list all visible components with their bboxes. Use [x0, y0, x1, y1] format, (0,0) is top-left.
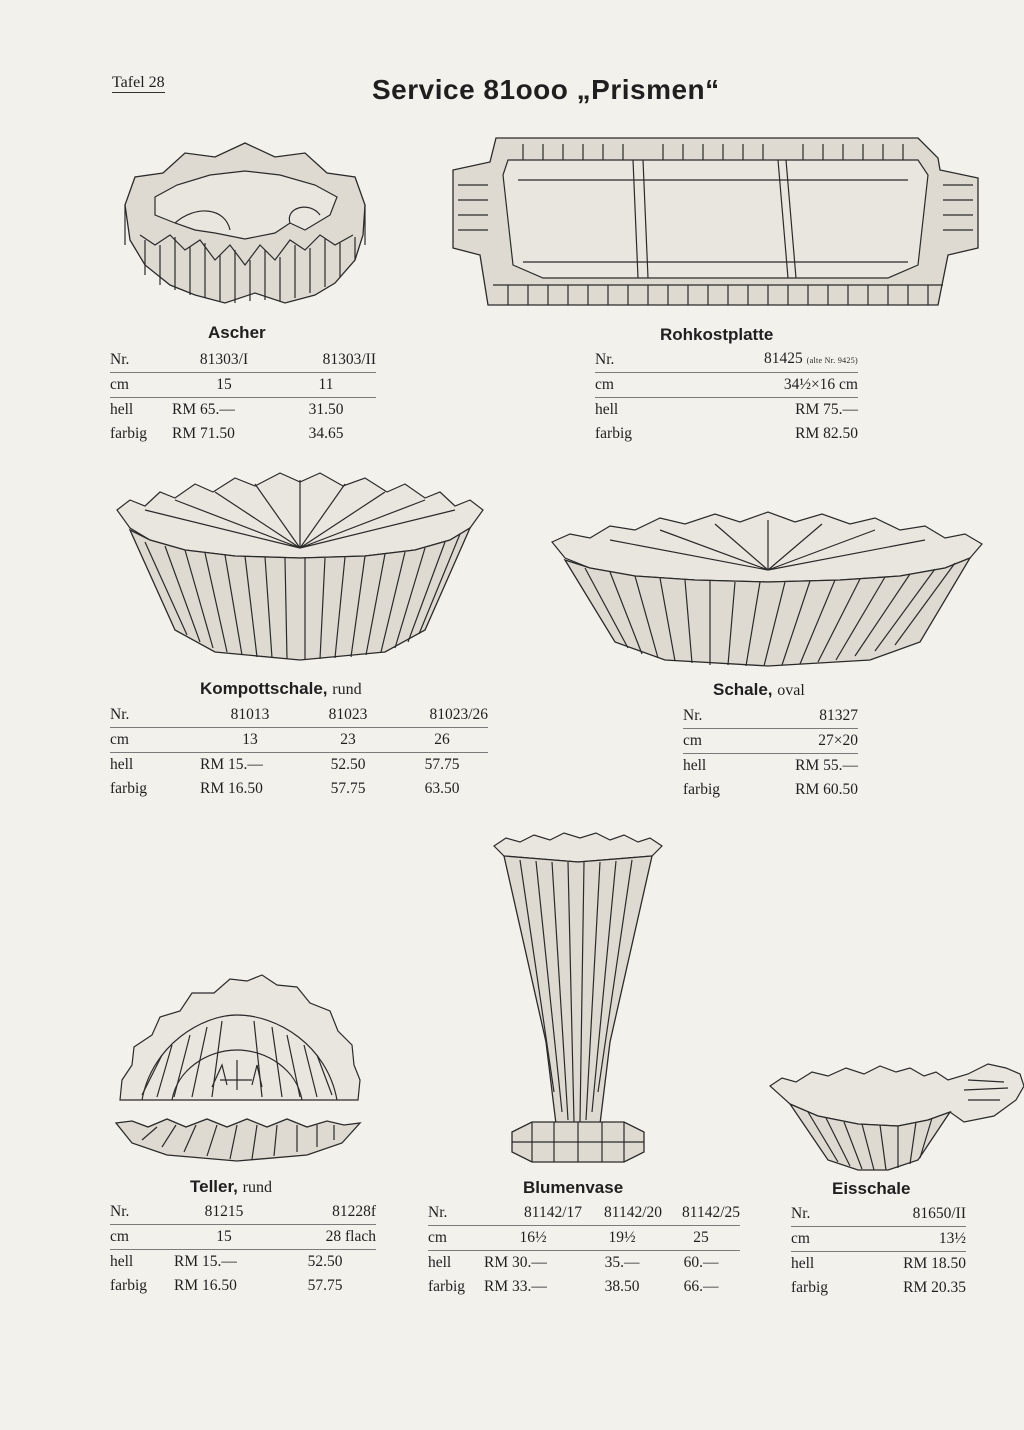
- row-label: cm: [428, 1226, 484, 1251]
- price-value: 52.50: [307, 1253, 343, 1270]
- article-number: 81650/II: [871, 1202, 966, 1227]
- table-row: [110, 753, 488, 778]
- blumenvase-price-table: [428, 1201, 740, 1299]
- table-row: [683, 704, 858, 729]
- teller-price-table: [110, 1200, 376, 1298]
- row-label: cm: [110, 1225, 174, 1250]
- eisschale-price-table: [791, 1202, 966, 1300]
- price-value: RM 16.50: [200, 780, 263, 797]
- size-value: 15: [172, 373, 276, 398]
- price-value: RM 55.—: [795, 757, 858, 774]
- article-number: 81327: [763, 704, 858, 729]
- ascher-price-table: [110, 348, 376, 446]
- teller-name: [190, 1177, 272, 1197]
- price-value: RM 18.50: [903, 1255, 966, 1272]
- row-label: farbig: [110, 1277, 148, 1294]
- table-row: [595, 348, 858, 373]
- size-value: 11: [276, 373, 376, 398]
- price-value: RM 60.50: [795, 781, 858, 798]
- page-title: Service 81ooo „Prismen“: [372, 74, 720, 105]
- table-row: [428, 1201, 740, 1226]
- row-label: hell: [110, 401, 134, 418]
- schale-title: Schale,: [713, 680, 773, 699]
- row-label: farbig: [428, 1278, 466, 1295]
- size-value: 34½×16 cm: [685, 373, 858, 398]
- row-label: Nr.: [110, 1200, 174, 1225]
- price-value: RM 71.50: [172, 425, 235, 442]
- table-row: [110, 1200, 376, 1225]
- row-label: Nr.: [595, 348, 685, 373]
- price-value: RM 15.—: [200, 756, 263, 773]
- price-value: RM 33.—: [484, 1278, 547, 1295]
- price-value: RM 65.—: [172, 401, 235, 418]
- price-value: 38.50: [604, 1278, 640, 1295]
- eisschale-name: Eisschale: [832, 1179, 911, 1198]
- row-label: hell: [683, 757, 707, 774]
- row-label: farbig: [595, 425, 633, 442]
- table-row: [110, 703, 488, 728]
- price-value: 57.75: [307, 1277, 343, 1294]
- price-value: RM 15.—: [174, 1253, 237, 1270]
- size-value: 27×20: [763, 729, 858, 754]
- price-value: 66.—: [683, 1278, 719, 1295]
- article-number: 81023: [300, 703, 396, 728]
- table-row: [683, 754, 858, 779]
- table-row: [428, 1275, 740, 1299]
- article-number: 81013: [200, 703, 300, 728]
- size-value: 28 flach: [274, 1225, 376, 1250]
- row-label: Nr.: [110, 703, 200, 728]
- price-value: 60.—: [683, 1254, 719, 1271]
- size-value: 15: [174, 1225, 274, 1250]
- kompottschale-name: [200, 679, 362, 699]
- price-value: 57.75: [424, 756, 460, 773]
- table-row: [428, 1226, 740, 1251]
- size-value: 13: [200, 728, 300, 753]
- rohkostplatte-price-table: [595, 348, 858, 446]
- schale-subtitle: oval: [777, 682, 805, 699]
- plate-number: Tafel 28: [112, 74, 165, 91]
- row-label: Nr.: [683, 704, 763, 729]
- article-number: 81215: [174, 1200, 274, 1225]
- table-row: [791, 1276, 966, 1300]
- size-value: 19½: [582, 1226, 662, 1251]
- price-value: 52.50: [330, 756, 366, 773]
- kompottschale-illustration: [115, 470, 485, 670]
- table-row: [110, 1274, 376, 1298]
- row-label: hell: [595, 401, 619, 418]
- table-row: [791, 1202, 966, 1227]
- row-label: farbig: [110, 425, 148, 442]
- article-number: 81303/I: [172, 348, 276, 373]
- row-label: farbig: [110, 780, 148, 797]
- price-value: RM 20.35: [903, 1279, 966, 1296]
- size-value: 13½: [871, 1227, 966, 1252]
- article-number: 81023/26: [396, 703, 488, 728]
- size-value: 23: [300, 728, 396, 753]
- size-value: 26: [396, 728, 488, 753]
- price-value: 57.75: [330, 780, 366, 797]
- price-value: RM 16.50: [174, 1277, 237, 1294]
- table-row: [110, 348, 376, 373]
- row-label: cm: [791, 1227, 871, 1252]
- article-number: 81142/17: [484, 1201, 582, 1226]
- table-row: [110, 1225, 376, 1250]
- row-label: hell: [110, 756, 134, 773]
- old-number-note: (alte Nr. 9425): [806, 356, 858, 365]
- row-label: cm: [683, 729, 763, 754]
- blumenvase-illustration: [492, 832, 664, 1180]
- kompottschale-title: Kompottschale,: [200, 679, 328, 698]
- teller-illustration: [112, 975, 362, 1170]
- article-number: 81228f: [274, 1200, 376, 1225]
- row-label: Nr.: [428, 1201, 484, 1226]
- schale-oval-illustration: [550, 510, 985, 670]
- row-label: hell: [791, 1255, 815, 1272]
- table-row: [110, 422, 376, 446]
- schale-name: [713, 680, 805, 700]
- row-label: cm: [110, 728, 200, 753]
- row-label: hell: [428, 1254, 452, 1271]
- table-row: [110, 398, 376, 423]
- row-label: Nr.: [110, 348, 172, 373]
- teller-subtitle: rund: [242, 1179, 272, 1196]
- article-number: 81142/25: [662, 1201, 740, 1226]
- article-number: 81425: [764, 350, 803, 367]
- table-row: [110, 728, 488, 753]
- price-value: 31.50: [308, 401, 344, 418]
- table-row: [791, 1252, 966, 1277]
- table-row: [595, 422, 858, 446]
- size-value: 16½: [484, 1226, 582, 1251]
- row-label: cm: [110, 373, 172, 398]
- row-label: cm: [595, 373, 685, 398]
- table-row: [683, 729, 858, 754]
- kompottschale-price-table: [110, 703, 488, 801]
- rohkostplatte-name: Rohkostplatte: [660, 325, 774, 344]
- price-value: 34.65: [308, 425, 344, 442]
- row-label: farbig: [791, 1279, 829, 1296]
- row-label: farbig: [683, 781, 721, 798]
- blumenvase-name: Blumenvase: [523, 1178, 624, 1197]
- table-row: [791, 1227, 966, 1252]
- table-row: [428, 1251, 740, 1276]
- kompottschale-subtitle: rund: [332, 681, 362, 698]
- article-number: 81303/II: [276, 348, 376, 373]
- row-label: hell: [110, 1253, 134, 1270]
- price-value: RM 82.50: [795, 425, 858, 442]
- schale-price-table: [683, 704, 858, 802]
- table-row: [110, 777, 488, 801]
- price-value: 35.—: [604, 1254, 640, 1271]
- ascher-illustration: [115, 135, 375, 310]
- eisschale-illustration: [768, 1060, 1024, 1175]
- table-row: [595, 398, 858, 423]
- size-value: 25: [662, 1226, 740, 1251]
- table-row: [683, 778, 858, 802]
- table-row: [110, 1250, 376, 1275]
- price-value: RM 30.—: [484, 1254, 547, 1271]
- price-value: 63.50: [424, 780, 460, 797]
- article-number: 81142/20: [582, 1201, 662, 1226]
- row-label: Nr.: [791, 1202, 871, 1227]
- table-row: [595, 373, 858, 398]
- ascher-name: Ascher: [208, 323, 266, 342]
- teller-title: Teller,: [190, 1177, 238, 1196]
- rohkostplatte-illustration: [448, 130, 988, 315]
- table-row: [110, 373, 376, 398]
- price-value: RM 75.—: [795, 401, 858, 418]
